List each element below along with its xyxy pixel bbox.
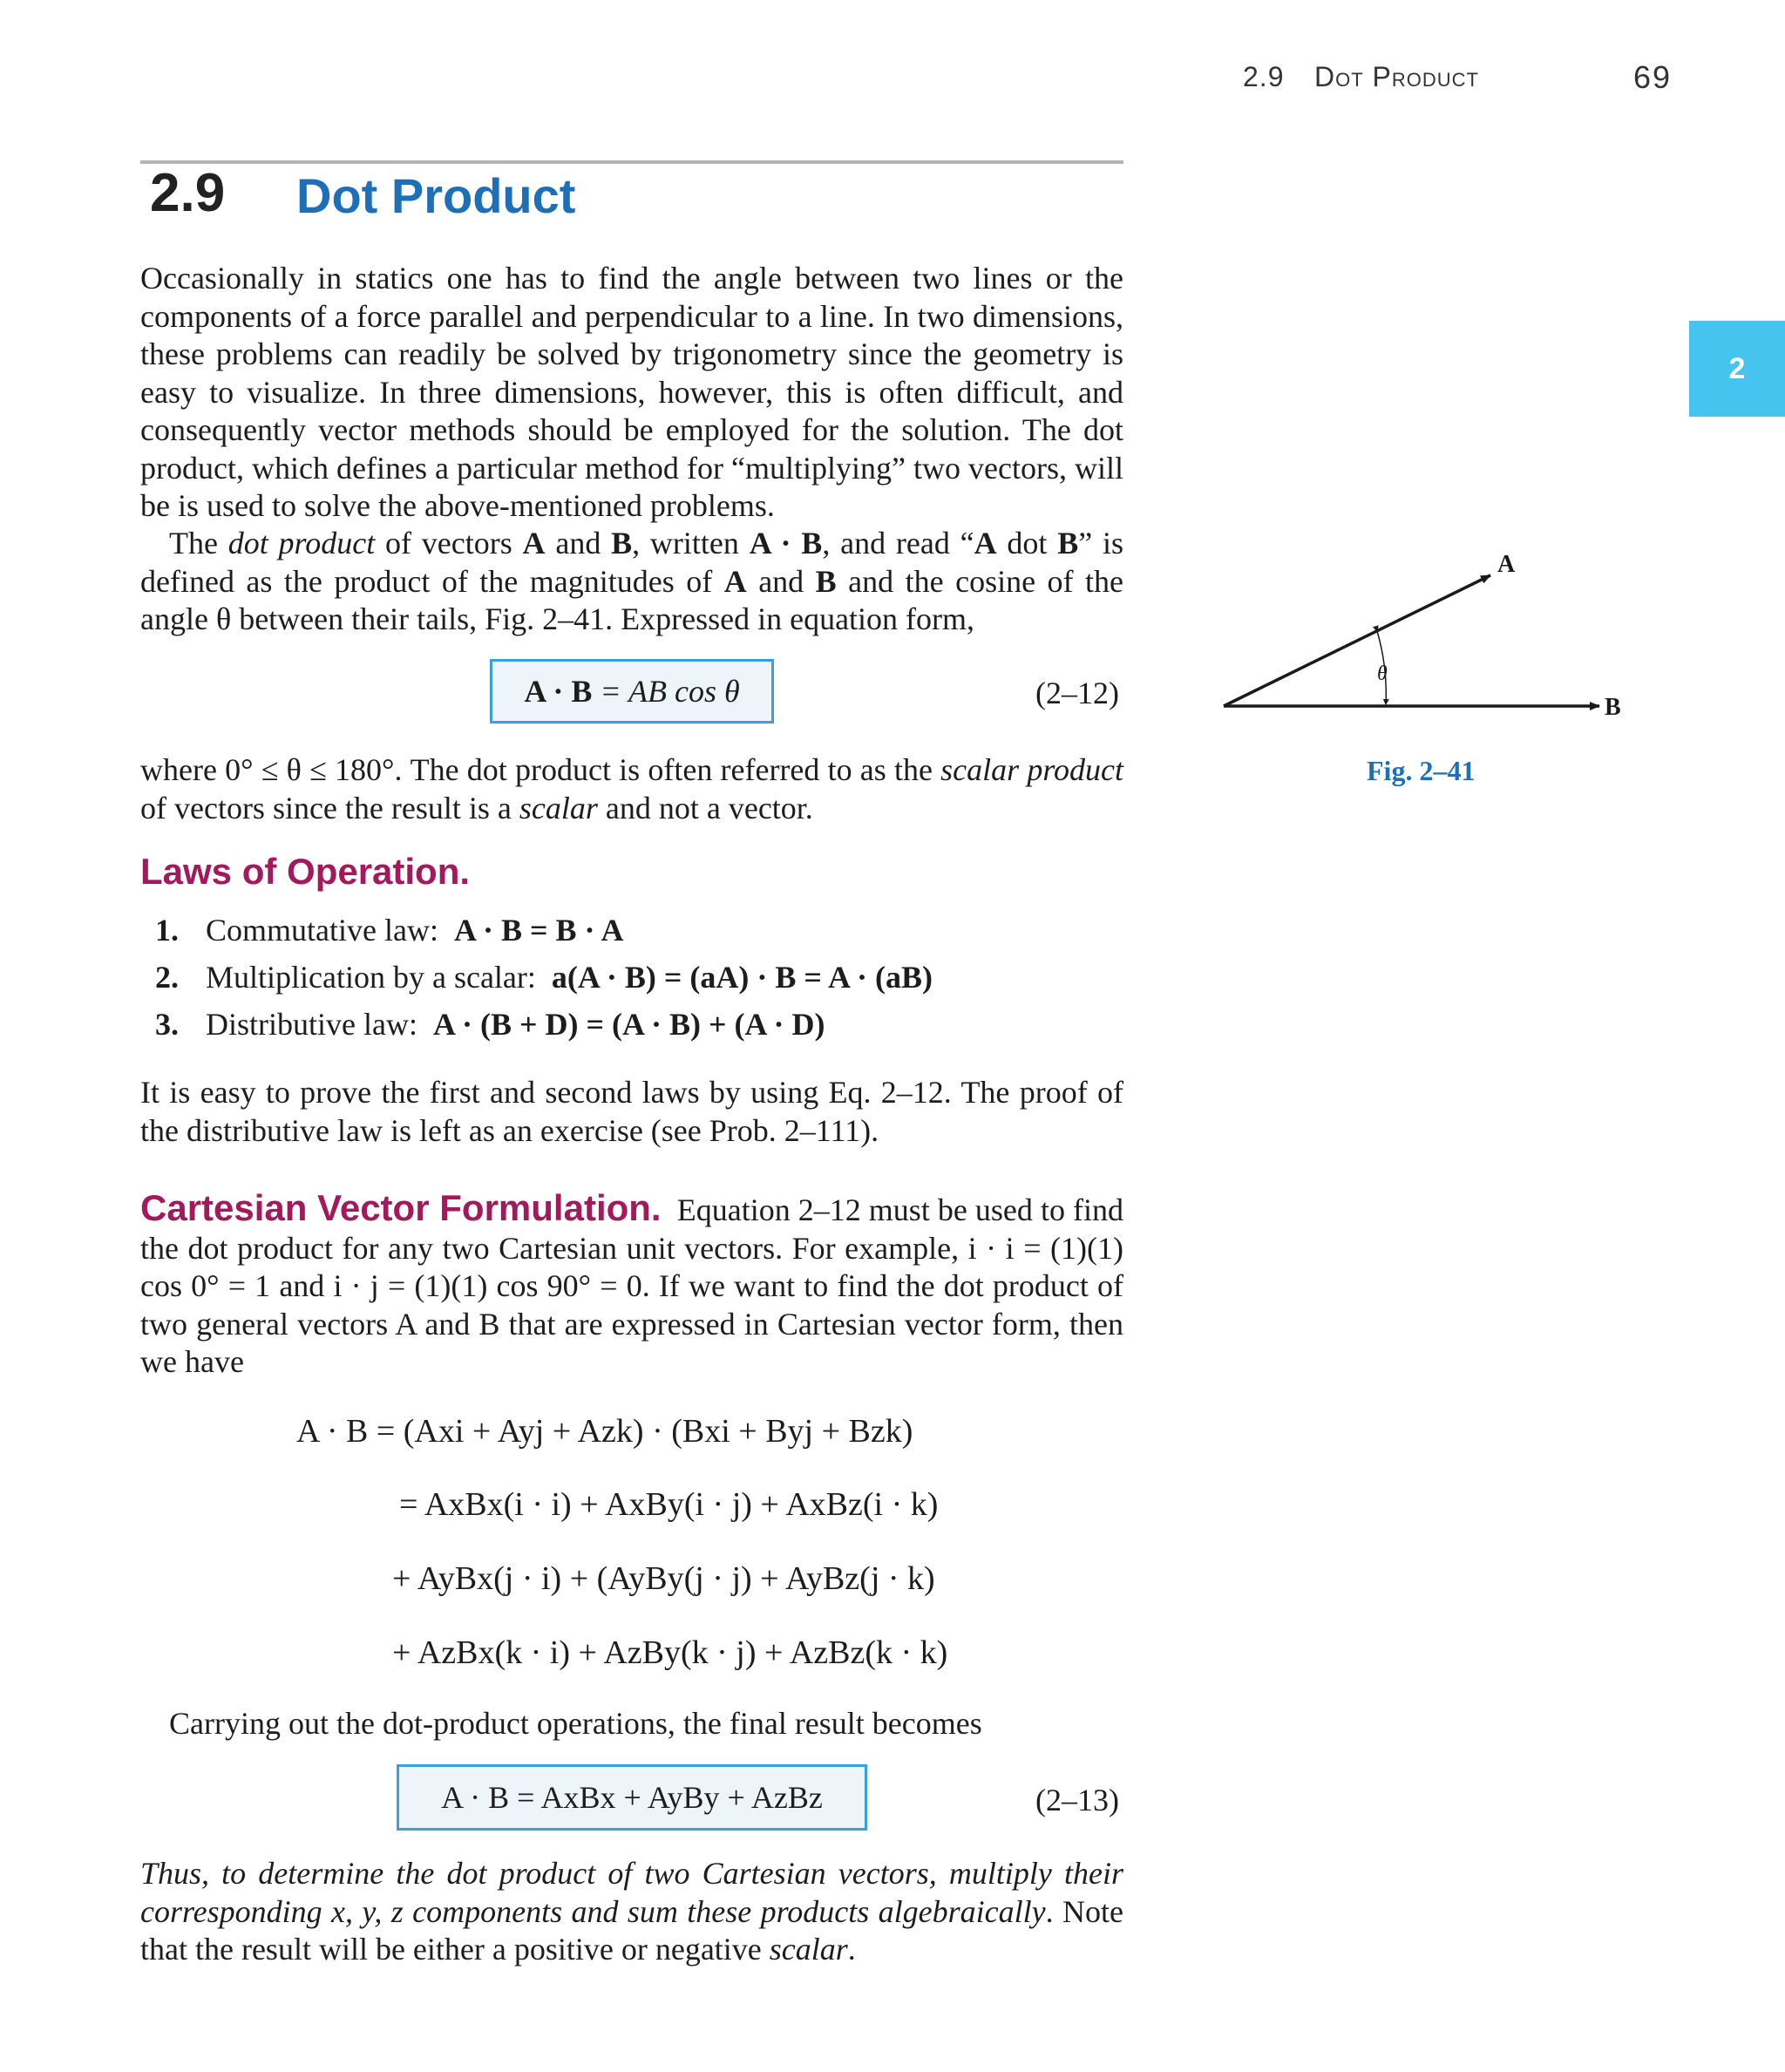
equation-2-12-number: (2–12): [1035, 676, 1119, 710]
laws-heading: Laws of Operation.: [140, 851, 471, 892]
vector-a-arrow: [1224, 575, 1490, 706]
label-b: B: [1605, 694, 1621, 721]
expansion-line-1: A · B = (Axi + Ayj + Azk) · (Bxi + Byj + Bzk): [296, 1413, 913, 1450]
section-number: 2.9: [150, 163, 226, 223]
proof-paragraph: It is easy to prove the first and second laws by using Eq. 2–12. The proof of the distributive law is left as an exercise (see Prob. 2–111).: [140, 1075, 1123, 1148]
chapter-tab: 2: [1689, 321, 1785, 417]
intro-paragraph: Occasionally in statics one has to find the angle between two lines or the components of a force parallel and perpendicular to a line. In two dimensions, these problems can readily be solved by trigonometry since the geometry is easy to visualize. In three dimensions, however, this is often difficult, and consequently vector methods should be employed for the solution. The dot product, which defines a particular method for “multiplying” two vectors, will be is used to solve the above-mentioned problems.: [140, 261, 1123, 523]
carrying-out-paragraph: Carrying out the dot-product operations, the final result becomes: [169, 1706, 982, 1741]
label-theta: θ: [1377, 662, 1388, 685]
label-a: A: [1497, 551, 1516, 578]
scalar-product-paragraph: where 0° ≤ θ ≤ 180°. The dot product is often referred to as the scalar product of vectors since the result is a scalar and not a vector.: [140, 752, 1124, 825]
section-title: Dot Product: [296, 168, 576, 223]
law-1: 1. Commutative law: A · B = B · A: [155, 913, 624, 948]
running-header-section: 2.9: [1243, 61, 1285, 92]
law-3: 3. Distributive law: A · (B + D) = (A · B) + (A · D): [155, 1007, 825, 1042]
figure-2-41: [1203, 540, 1656, 732]
conclusion-paragraph: Thus, to determine the dot product of two Cartesian vectors, multiply their corresponding x, y, z components and sum these products algebraically. Note that the result will be either a positive or negative scalar.: [140, 1856, 1123, 1967]
equation-2-12-box: A · B = AB cos θ: [490, 659, 774, 724]
expansion-line-2: = AxBx(i · i) + AxBy(i · j) + AxBz(i · k): [399, 1486, 939, 1523]
equation-2-13-number: (2–13): [1035, 1783, 1119, 1817]
page-number: 69: [1633, 59, 1673, 95]
expansion-line-4: + AzBx(k · i) + AzBy(k · j) + AzBz(k · k): [392, 1634, 948, 1671]
cartesian-paragraph: Cartesian Vector Formulation. Equation 2–12 must be used to find the dot product for any two Cartesian unit vectors. For example, i · i = (1)(1) cos 0° = 1 and i · j = (1)(1) cos 90° = 0. If we want to find the dot product of two general vectors A and B that are expressed in Cartesian vector form, then we have: [140, 1187, 1124, 1379]
dot-product-definition: The dot product of vectors A and B, written A · B, and read “A dot B” is defined as the product of the magnitudes of A and B and the cosine of the angle θ between their tails, Fig. 2–41. Expressed in equation form,: [140, 526, 1124, 636]
running-header-title: Dot Product: [1314, 61, 1479, 92]
expansion-line-3: + AyBx(j · i) + (AyBy(j · j) + AyBz(j · k): [392, 1560, 935, 1597]
figure-caption: Fig. 2–41: [1367, 755, 1476, 786]
law-2: 2. Multiplication by a scalar: a(A · B) = (aA) · B = A · (aB): [155, 960, 933, 995]
equation-2-13-box: A · B = AxBx + AyBy + AzBz: [397, 1764, 867, 1831]
cartesian-heading: Cartesian Vector Formulation.: [140, 1187, 662, 1228]
section-rule: [140, 160, 1123, 164]
